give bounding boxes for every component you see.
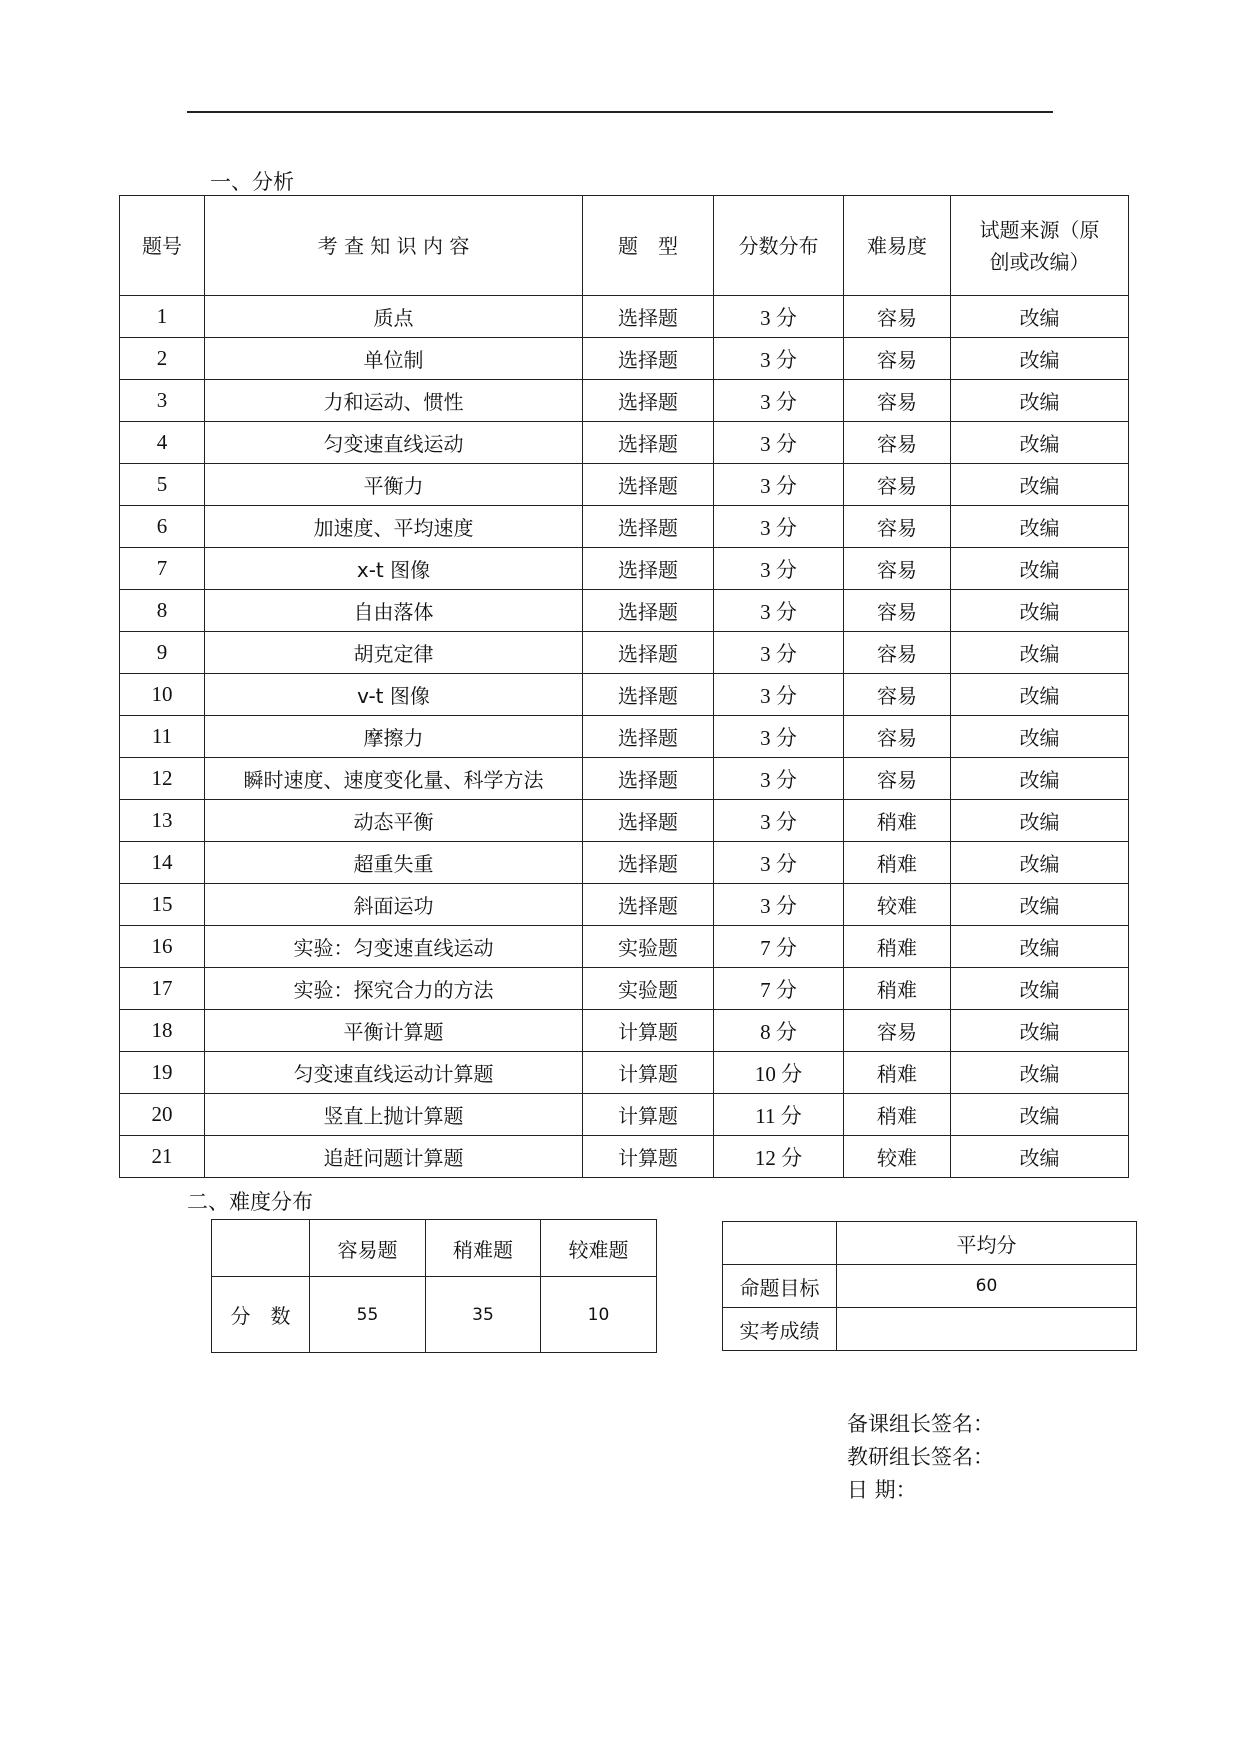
header-source: 试题来源（原创或改编） (951, 196, 1129, 296)
cell-difficulty: 容易 (844, 380, 951, 422)
cell-difficulty: 较难 (844, 884, 951, 926)
cell-difficulty: 容易 (844, 716, 951, 758)
cell-no: 5 (120, 464, 205, 506)
cell-score: 3 分 (714, 380, 844, 422)
cell-source: 改编 (951, 1136, 1129, 1178)
average-actual-label: 实考成绩 (723, 1308, 837, 1351)
table-row (120, 506, 1129, 548)
cell-type: 选择题 (583, 590, 714, 632)
table-row (120, 758, 1129, 800)
header-difficulty: 难易度 (844, 196, 951, 296)
cell-no: 6 (120, 506, 205, 548)
difficulty-header-hard: 较难题 (541, 1220, 657, 1277)
cell-difficulty: 较难 (844, 1136, 951, 1178)
cell-score: 3 分 (714, 422, 844, 464)
cell-type: 选择题 (583, 506, 714, 548)
cell-no: 9 (120, 632, 205, 674)
table-row (120, 632, 1129, 674)
cell-source: 改编 (951, 338, 1129, 380)
header-no: 题号 (120, 196, 205, 296)
cell-type: 选择题 (583, 674, 714, 716)
average-target-row (723, 1265, 1137, 1308)
cell-difficulty: 容易 (844, 338, 951, 380)
table-row (120, 800, 1129, 842)
average-score-table (722, 1221, 1137, 1351)
cell-type: 实验题 (583, 926, 714, 968)
average-actual-value (837, 1308, 1137, 1351)
table-row (120, 548, 1129, 590)
cell-difficulty: 容易 (844, 590, 951, 632)
cell-score: 3 分 (714, 800, 844, 842)
cell-source: 改编 (951, 884, 1129, 926)
cell-content: 动态平衡 (205, 800, 583, 842)
header-score: 分数分布 (714, 196, 844, 296)
cell-no: 17 (120, 968, 205, 1010)
difficulty-score-row (212, 1277, 657, 1353)
difficulty-header-easy: 容易题 (310, 1220, 426, 1277)
cell-type: 实验题 (583, 968, 714, 1010)
difficulty-header-medium: 稍难题 (426, 1220, 541, 1277)
cell-type: 选择题 (583, 632, 714, 674)
cell-content: 瞬时速度、速度变化量、科学方法 (205, 758, 583, 800)
cell-no: 20 (120, 1094, 205, 1136)
table-row (120, 968, 1129, 1010)
cell-difficulty: 稍难 (844, 1052, 951, 1094)
cell-difficulty: 容易 (844, 422, 951, 464)
difficulty-header-row (212, 1220, 657, 1277)
cell-score: 7 分 (714, 968, 844, 1010)
cell-type: 选择题 (583, 338, 714, 380)
cell-content: 摩擦力 (205, 716, 583, 758)
table-row (120, 590, 1129, 632)
cell-content: 单位制 (205, 338, 583, 380)
cell-content: 加速度、平均速度 (205, 506, 583, 548)
cell-type: 选择题 (583, 884, 714, 926)
cell-type: 选择题 (583, 842, 714, 884)
cell-difficulty: 容易 (844, 548, 951, 590)
cell-difficulty: 容易 (844, 464, 951, 506)
cell-content: 实验：匀变速直线运动 (205, 926, 583, 968)
cell-type: 选择题 (583, 464, 714, 506)
cell-source: 改编 (951, 1052, 1129, 1094)
cell-type: 选择题 (583, 548, 714, 590)
cell-difficulty: 容易 (844, 1010, 951, 1052)
table-row (120, 842, 1129, 884)
cell-type: 选择题 (583, 380, 714, 422)
cell-score: 3 分 (714, 506, 844, 548)
table-row (120, 1010, 1129, 1052)
cell-difficulty: 稍难 (844, 926, 951, 968)
cell-no: 10 (120, 674, 205, 716)
research-leader-signature: 教研组长签名： (847, 1445, 994, 1469)
cell-no: 14 (120, 842, 205, 884)
cell-content: 自由落体 (205, 590, 583, 632)
cell-no: 12 (120, 758, 205, 800)
difficulty-value-hard: 10 (541, 1277, 657, 1353)
cell-no: 4 (120, 422, 205, 464)
difficulty-row-label: 分 数 (212, 1277, 310, 1353)
cell-difficulty: 容易 (844, 758, 951, 800)
cell-difficulty: 容易 (844, 296, 951, 338)
difficulty-corner-cell (212, 1220, 310, 1277)
cell-no: 16 (120, 926, 205, 968)
cell-difficulty: 稍难 (844, 968, 951, 1010)
cell-source: 改编 (951, 380, 1129, 422)
difficulty-value-medium: 35 (426, 1277, 541, 1353)
cell-content: 追赶问题计算题 (205, 1136, 583, 1178)
header-rule (187, 111, 1053, 113)
cell-source: 改编 (951, 716, 1129, 758)
average-corner-cell (723, 1222, 837, 1265)
cell-content: x-t 图像 (205, 548, 583, 590)
cell-source: 改编 (951, 800, 1129, 842)
cell-content: 超重失重 (205, 842, 583, 884)
table-row (120, 464, 1129, 506)
cell-content: 匀变速直线运动计算题 (205, 1052, 583, 1094)
difficulty-value-easy: 55 (310, 1277, 426, 1353)
cell-content: 实验：探究合力的方法 (205, 968, 583, 1010)
table-row (120, 296, 1129, 338)
cell-type: 选择题 (583, 296, 714, 338)
cell-source: 改编 (951, 674, 1129, 716)
table-row (120, 1052, 1129, 1094)
cell-difficulty: 容易 (844, 674, 951, 716)
cell-content: 匀变速直线运动 (205, 422, 583, 464)
cell-source: 改编 (951, 1010, 1129, 1052)
table-row (120, 1094, 1129, 1136)
cell-score: 3 分 (714, 464, 844, 506)
table-row (120, 380, 1129, 422)
analysis-table (119, 195, 1129, 1178)
cell-score: 3 分 (714, 590, 844, 632)
average-target-value: 60 (837, 1265, 1137, 1308)
cell-source: 改编 (951, 296, 1129, 338)
cell-source: 改编 (951, 590, 1129, 632)
table-row (120, 884, 1129, 926)
header-type: 题 型 (583, 196, 714, 296)
cell-score: 7 分 (714, 926, 844, 968)
cell-source: 改编 (951, 758, 1129, 800)
cell-score: 10 分 (714, 1052, 844, 1094)
cell-difficulty: 容易 (844, 632, 951, 674)
cell-source: 改编 (951, 1094, 1129, 1136)
cell-type: 计算题 (583, 1052, 714, 1094)
analysis-header-row (120, 196, 1129, 296)
table-row (120, 422, 1129, 464)
cell-content: 斜面运功 (205, 884, 583, 926)
cell-score: 8 分 (714, 1010, 844, 1052)
cell-no: 18 (120, 1010, 205, 1052)
cell-content: 平衡力 (205, 464, 583, 506)
prep-leader-signature: 备课组长签名： (847, 1412, 994, 1436)
cell-source: 改编 (951, 422, 1129, 464)
cell-difficulty: 稍难 (844, 1094, 951, 1136)
cell-score: 3 分 (714, 548, 844, 590)
header-content: 考 查 知 识 内 容 (205, 196, 583, 296)
cell-difficulty: 稍难 (844, 800, 951, 842)
cell-content: 质点 (205, 296, 583, 338)
cell-difficulty: 容易 (844, 506, 951, 548)
section-title-difficulty: 二、难度分布 (187, 1190, 313, 1214)
cell-score: 3 分 (714, 716, 844, 758)
cell-score: 3 分 (714, 674, 844, 716)
date-label: 日 期： (847, 1478, 917, 1502)
cell-score: 11 分 (714, 1094, 844, 1136)
cell-source: 改编 (951, 632, 1129, 674)
section-title-analysis: 一、分析 (210, 170, 294, 194)
cell-no: 11 (120, 716, 205, 758)
cell-source: 改编 (951, 548, 1129, 590)
cell-type: 选择题 (583, 800, 714, 842)
cell-type: 选择题 (583, 716, 714, 758)
average-actual-row (723, 1308, 1137, 1351)
cell-score: 3 分 (714, 842, 844, 884)
table-row (120, 674, 1129, 716)
cell-score: 3 分 (714, 296, 844, 338)
cell-score: 3 分 (714, 338, 844, 380)
cell-type: 计算题 (583, 1136, 714, 1178)
cell-no: 1 (120, 296, 205, 338)
cell-source: 改编 (951, 842, 1129, 884)
cell-no: 2 (120, 338, 205, 380)
cell-score: 3 分 (714, 758, 844, 800)
cell-no: 7 (120, 548, 205, 590)
cell-no: 21 (120, 1136, 205, 1178)
cell-no: 15 (120, 884, 205, 926)
cell-content: v-t 图像 (205, 674, 583, 716)
cell-type: 计算题 (583, 1010, 714, 1052)
table-row (120, 1136, 1129, 1178)
cell-type: 选择题 (583, 758, 714, 800)
table-row (120, 926, 1129, 968)
cell-no: 13 (120, 800, 205, 842)
cell-no: 8 (120, 590, 205, 632)
cell-type: 选择题 (583, 422, 714, 464)
cell-content: 力和运动、惯性 (205, 380, 583, 422)
cell-score: 12 分 (714, 1136, 844, 1178)
cell-source: 改编 (951, 926, 1129, 968)
cell-source: 改编 (951, 968, 1129, 1010)
difficulty-distribution-table (211, 1219, 657, 1353)
cell-source: 改编 (951, 506, 1129, 548)
cell-content: 胡克定律 (205, 632, 583, 674)
table-row (120, 716, 1129, 758)
average-header: 平均分 (837, 1222, 1137, 1265)
table-row (120, 338, 1129, 380)
cell-source: 改编 (951, 464, 1129, 506)
cell-content: 竖直上抛计算题 (205, 1094, 583, 1136)
cell-score: 3 分 (714, 632, 844, 674)
average-header-row (723, 1222, 1137, 1265)
cell-score: 3 分 (714, 884, 844, 926)
cell-type: 计算题 (583, 1094, 714, 1136)
cell-no: 19 (120, 1052, 205, 1094)
cell-content: 平衡计算题 (205, 1010, 583, 1052)
cell-difficulty: 稍难 (844, 842, 951, 884)
cell-no: 3 (120, 380, 205, 422)
average-target-label: 命题目标 (723, 1265, 837, 1308)
